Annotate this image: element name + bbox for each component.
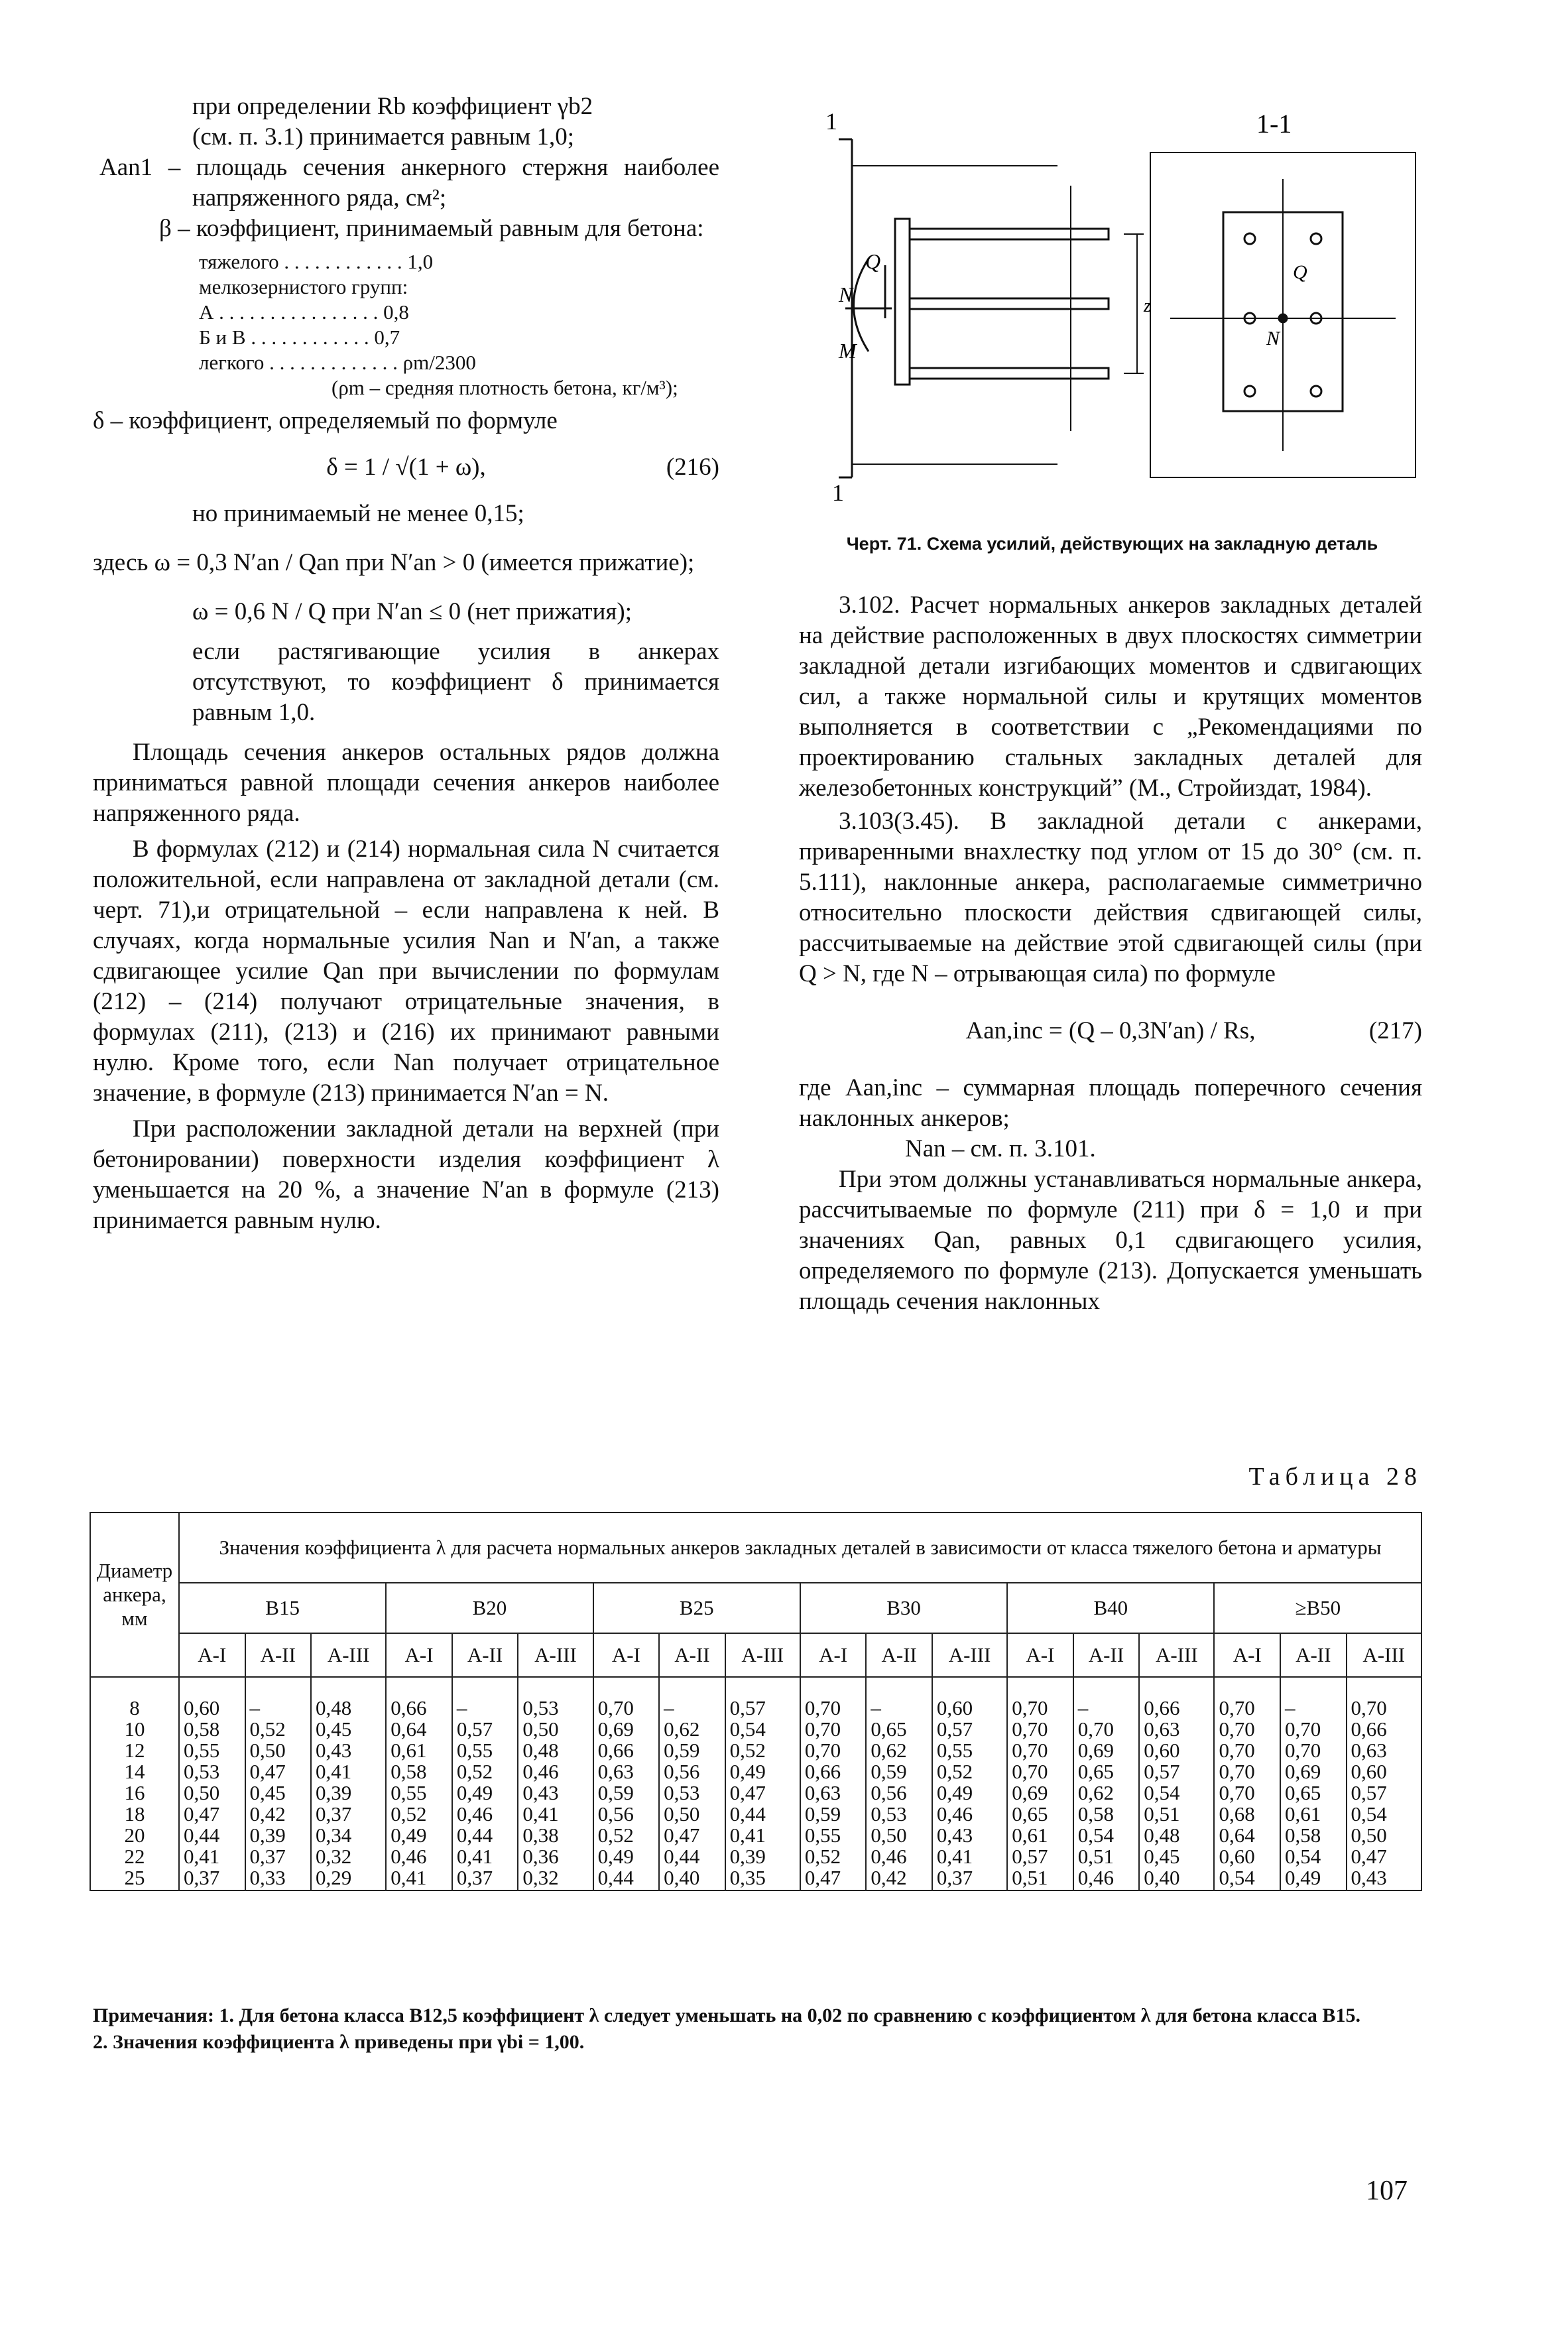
rebar-header-row	[90, 1633, 1421, 1677]
paragraph: При расположении закладной детали на верхней (при бетонировании) поверхности изделия коэффициент λ уменьшается на 20 %, а значение N′an в формуле (213) принимается равным нулю.	[93, 1115, 719, 1234]
rebar-header: A-I	[179, 1633, 245, 1677]
beta-heavy: тяжелого . . . . . . . . . . . . 1,0	[199, 250, 434, 273]
formula-217	[799, 1016, 1422, 1046]
table-row	[90, 1677, 1421, 1890]
value-column-cell: – 0,57 0,55 0,52 0,49 0,46 0,44 0,41 0,37	[452, 1677, 518, 1890]
value-column-cell: 0,66 0,64 0,61 0,58 0,55 0,52 0,49 0,46 0,41	[386, 1677, 452, 1890]
cut-label-top: 1	[825, 108, 837, 135]
value-column-cell: 0,70 0,70 0,70 0,70 0,70 0,68 0,64 0,60 0,54	[1214, 1677, 1280, 1890]
class-header: B20	[386, 1583, 593, 1633]
definition-delta: δ – коэффициент, определяемый по формуле	[93, 407, 558, 434]
beta-list	[93, 249, 719, 401]
definition-beta: β – коэффициент, принимаемый равным для бетона:	[159, 215, 704, 242]
table-title: Таблица 28	[1248, 1463, 1422, 1491]
value-column-cell: – 0,65 0,62 0,59 0,56 0,53 0,50 0,46 0,42	[866, 1677, 932, 1890]
value-column-cell: 0,70 0,69 0,66 0,63 0,59 0,56 0,52 0,49 0,44	[593, 1677, 660, 1890]
where-2: Nan – см. п. 3.101.	[905, 1135, 1096, 1162]
rebar-header: A-I	[1214, 1633, 1280, 1677]
formula-216	[93, 452, 719, 483]
beta-fine: мелкозернистого групп:	[199, 275, 408, 298]
rebar-header: A-II	[452, 1633, 518, 1677]
figure-71	[799, 106, 1422, 507]
left-column	[93, 92, 719, 1236]
anchor	[910, 229, 1109, 239]
class-header: B15	[179, 1583, 386, 1633]
value-column-cell: 0,57 0,54 0,52 0,49 0,47 0,44 0,41 0,39 0,35	[725, 1677, 800, 1890]
formula-217-number: (217)	[1368, 1017, 1422, 1044]
where-1: где Aan,inc – суммарная площадь поперечного сечения наклонных анкеров;	[799, 1074, 1422, 1132]
right-column	[799, 590, 1422, 1317]
value-column-cell: – 0,62 0,59 0,56 0,53 0,50 0,47 0,44 0,40	[659, 1677, 725, 1890]
page-number: 107	[1366, 2176, 1408, 2206]
paragraph-3-102: 3.102. Расчет нормальных анкеров закладных деталей на действие расположенных в двух плоскостях симметрии закладной детали изгибающих моментов и сдвигающих сил, а также нормальной силы и крутящих моментов выполняется в соответствии с „Рекомендациями по проектированию стальных закладных деталей для железобетонных конструкций” (М., Стройиздат, 1984).	[799, 591, 1422, 802]
note-2: 2. Значения коэффициента λ приведены при γbi = 1,00.	[93, 2031, 585, 2053]
beta-fine-a: А . . . . . . . . . . . . . . . . 0,8	[199, 300, 409, 324]
label-q: Q	[865, 249, 881, 273]
rebar-header: A-I	[386, 1633, 452, 1677]
rebar-header: A-I	[593, 1633, 660, 1677]
note-1: Примечания: 1. Для бетона класса B12,5 коэффициент λ следует уменьшать на 0,02 по сравнению с коэффициентом λ для бетона класса B15.	[93, 2005, 1360, 2026]
omega-2: ω = 0,6 N / Q при N′an ≤ 0 (нет прижатия);	[192, 598, 633, 625]
rebar-header: A-II	[1073, 1633, 1140, 1677]
rebar-header: A-III	[932, 1633, 1007, 1677]
text-line: (см. п. 3.1) принимается равным 1,0;	[192, 123, 575, 151]
anchor	[910, 368, 1109, 379]
label-z: z	[1144, 296, 1151, 316]
plate	[895, 219, 910, 385]
rebar-header: A-II	[1280, 1633, 1347, 1677]
value-column-cell: 0,48 0,45 0,43 0,41 0,39 0,37 0,34 0,32 0,29	[311, 1677, 386, 1890]
text-line: при определении Rb коэффициент γb2	[192, 93, 593, 120]
class-header: ≥B50	[1214, 1583, 1421, 1633]
class-header-row	[90, 1583, 1421, 1633]
tension-note: если растягивающие усилия в анкерах отсутствуют, то коэффициент δ принимается равным 1,0.	[192, 638, 719, 726]
rebar-header: A-I	[1007, 1633, 1073, 1677]
notes	[93, 2003, 1422, 2056]
value-column-cell: 0,60 0,57 0,55 0,52 0,49 0,46 0,43 0,41 0,37	[932, 1677, 1007, 1890]
label-n: N	[839, 282, 853, 306]
rebar-header: A-III	[311, 1633, 386, 1677]
rebar-header: A-II	[866, 1633, 932, 1677]
label-q2: Q	[1293, 261, 1307, 283]
anchor	[910, 298, 1109, 309]
paragraph-3-103: 3.103(3.45). В закладной детали с анкерами, приваренными внахлестку под углом от 15 до 30° (см. п. 5.111), наклонные анкера, располагаемые симметрично относительно плоскости действия сдвигающей силы, рассчитываемые на действие этой сдвигающей силы (при Q > N, где N – отрывающая сила) по формуле	[799, 808, 1422, 987]
value-column-cell: 0,60 0,58 0,55 0,53 0,50 0,47 0,44 0,41 0,37	[179, 1677, 245, 1890]
diameter-cell: 8 10 12 14 16 18 20 22 25	[90, 1677, 179, 1890]
definition-aan1: Aan1 – площадь сечения анкерного стержня наиболее напряженного ряда, см²;	[99, 154, 719, 212]
formula-217-expr: Aan,inc = (Q – 0,3N′an) / Rs,	[965, 1017, 1256, 1044]
rebar-header: A-II	[245, 1633, 312, 1677]
section-label: 1-1	[1256, 109, 1292, 139]
omega-1: здесь ω = 0,3 N′an / Qan при N′an > 0 (имеется прижатие);	[93, 549, 695, 576]
beta-light: легкого . . . . . . . . . . . . . ρm/2300	[199, 351, 476, 374]
rebar-header: A-III	[1347, 1633, 1421, 1677]
rho-note: (ρm – средняя плотность бетона, кг/м³);	[332, 376, 678, 399]
rebar-header: A-II	[659, 1633, 725, 1677]
value-column-cell: 0,70 0,66 0,63 0,60 0,57 0,54 0,50 0,47 0,43	[1347, 1677, 1421, 1890]
value-column-cell: 0,70 0,70 0,70 0,70 0,69 0,65 0,61 0,57 0,51	[1007, 1677, 1073, 1890]
figure-drawing	[799, 106, 1422, 504]
paragraph: Площадь сечения анкеров остальных рядов должна приниматься равной площади сечения анкеров наиболее напряженного ряда.	[93, 739, 719, 827]
text-line: но принимаемый не менее 0,15;	[192, 500, 524, 527]
value-column-cell: 0,66 0,63 0,60 0,57 0,54 0,51 0,48 0,45 0,40	[1139, 1677, 1214, 1890]
value-column-cell: – 0,52 0,50 0,47 0,45 0,42 0,39 0,37 0,33	[245, 1677, 312, 1890]
rebar-header: A-I	[800, 1633, 867, 1677]
class-header: B40	[1007, 1583, 1214, 1633]
formula-216-number: (216)	[666, 454, 719, 481]
beta-fine-bv: Б и В . . . . . . . . . . . . 0,7	[199, 326, 400, 349]
header-main: Значения коэффициента λ для расчета нормальных анкеров закладных деталей в зависимости от класса тяжелого бетона и арматуры	[179, 1513, 1421, 1583]
label-n2: N	[1266, 328, 1280, 349]
formula-216-expr: δ = 1 / √(1 + ω),	[326, 454, 486, 481]
rebar-header: A-III	[725, 1633, 800, 1677]
paragraph: В формулах (212) и (214) нормальная сила N считается положительной, если направлена от закладной детали (см. черт. 71),и отрицательной – если направлена к ней. В случаях, когда нормальные усилия Nan и N′an, а также сдвигающее усилие Qan при вычислении по формулам (212) – (214) получают отрицательные значения, в формулах (211), (213) и (216) их принимают равными нулю. Кроме того, если Nan получает отрицательное значение, в формуле (213) принимается N′an = N.	[93, 836, 719, 1107]
class-header: B25	[593, 1583, 800, 1633]
value-column-cell: 0,70 0,70 0,70 0,66 0,63 0,59 0,55 0,52 0,47	[800, 1677, 867, 1890]
table-28	[90, 1512, 1422, 1891]
label-m: M	[839, 339, 857, 363]
figure-caption: Черт. 71. Схема усилий, действующих на закладную деталь	[846, 534, 1378, 554]
value-column-cell: 0,53 0,50 0,48 0,46 0,43 0,41 0,38 0,36 0,32	[518, 1677, 593, 1890]
class-header: B30	[800, 1583, 1007, 1633]
value-column-cell: – 0,70 0,70 0,69 0,65 0,61 0,58 0,54 0,49	[1280, 1677, 1347, 1890]
cut-label-bottom: 1	[832, 479, 844, 504]
paragraph: При этом должны устанавливаться нормальные анкера, рассчитываемые по формуле (211) при δ = 1,0 и при значениях Qan, равных 0,1 сдвигающего усилия, определяемого по формуле (213). Допускается уменьшать площадь сечения наклонных	[799, 1166, 1422, 1315]
rebar-header: A-III	[518, 1633, 593, 1677]
rebar-header: A-III	[1139, 1633, 1214, 1677]
header-diameter: Диаметр анкера, мм	[90, 1513, 179, 1677]
value-column-cell: – 0,70 0,69 0,65 0,62 0,58 0,54 0,51 0,46	[1073, 1677, 1140, 1890]
